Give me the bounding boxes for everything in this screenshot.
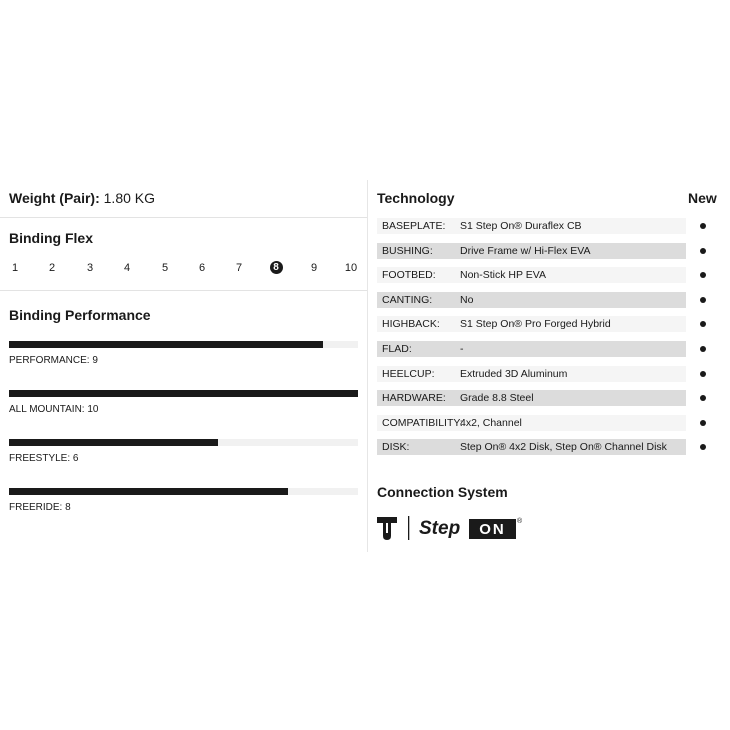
weight-value: 1.80 KG xyxy=(103,190,156,206)
logo-separator xyxy=(408,516,409,540)
new-indicator-dot xyxy=(700,248,706,254)
flex-scale-value: 3 xyxy=(86,262,94,274)
technology-value: No xyxy=(460,293,474,306)
new-indicator-dot xyxy=(700,223,706,229)
flex-scale-value: 6 xyxy=(198,262,206,274)
binding-flex-title: Binding Flex xyxy=(9,230,93,246)
technology-row xyxy=(377,316,686,332)
connection-system-title: Connection System xyxy=(377,484,508,500)
weight-label: Weight (Pair): xyxy=(9,190,100,206)
section-divider xyxy=(0,290,367,291)
technology-row xyxy=(377,218,686,234)
technology-key: FLAD: xyxy=(382,343,412,355)
technology-value: 4x2, Channel xyxy=(460,416,522,429)
technology-key: CANTING: xyxy=(382,293,433,306)
technology-key: HIGHBACK: xyxy=(382,318,440,331)
technology-value: Grade 8.8 Steel xyxy=(460,392,534,405)
performance-bar-label: PERFORMANCE: 9 xyxy=(9,355,98,366)
weight-info xyxy=(9,190,155,206)
technology-value: - xyxy=(460,343,464,355)
performance-bar-label: ALL MOUNTAIN: 10 xyxy=(9,404,99,415)
technology-title: Technology xyxy=(377,190,455,206)
new-indicator-dot xyxy=(700,321,706,327)
new-indicator-dot xyxy=(700,272,706,278)
new-indicator-dot xyxy=(700,371,706,377)
performance-bar-track xyxy=(9,488,358,495)
technology-key: HEELCUP: xyxy=(382,367,435,380)
logo-on-text: ON xyxy=(479,521,506,538)
technology-value: S1 Step On® Duraflex CB xyxy=(460,220,582,232)
technology-key: BASEPLATE: xyxy=(382,220,446,232)
technology-row xyxy=(377,267,686,283)
performance-bar-track xyxy=(9,341,358,348)
performance-bar-fill xyxy=(9,390,358,397)
technology-value: Step On® 4x2 Disk, Step On® Channel Disk xyxy=(460,441,667,454)
new-column-title: New xyxy=(688,190,717,206)
flex-scale-value: 4 xyxy=(123,262,131,274)
flex-scale-value: 9 xyxy=(310,262,318,274)
performance-bar-fill xyxy=(9,488,288,495)
technology-value: Drive Frame w/ Hi-Flex EVA xyxy=(460,244,591,257)
technology-key: COMPATIBILITY: xyxy=(382,416,463,429)
new-indicator-dot xyxy=(700,420,706,426)
technology-row xyxy=(377,243,686,259)
logo-registered-mark: ® xyxy=(517,518,523,525)
flex-scale-value: 8 xyxy=(270,261,283,274)
technology-key: DISK: xyxy=(382,441,410,454)
technology-row xyxy=(377,415,686,431)
flex-scale-value: 1 xyxy=(11,262,19,274)
new-indicator-dot xyxy=(700,444,706,450)
technology-row xyxy=(377,341,686,357)
flex-scale-value: 5 xyxy=(161,262,169,274)
performance-bar-fill xyxy=(9,439,218,446)
technology-value: Non-Stick HP EVA xyxy=(460,269,546,282)
vertical-divider xyxy=(367,180,368,552)
technology-row xyxy=(377,292,686,308)
technology-value: Extruded 3D Aluminum xyxy=(460,367,568,380)
section-divider xyxy=(0,217,367,218)
flex-scale-value: 2 xyxy=(48,262,56,274)
technology-row xyxy=(377,439,686,455)
new-indicator-dot xyxy=(700,297,706,303)
technology-key: FOOTBED: xyxy=(382,269,436,282)
performance-bar-track xyxy=(9,439,358,446)
technology-key: HARDWARE: xyxy=(382,392,446,405)
flex-scale-value: 7 xyxy=(235,262,243,274)
step-on-logo xyxy=(377,514,527,547)
performance-bar-label: FREESTYLE: 6 xyxy=(9,453,79,464)
binding-performance-title: Binding Performance xyxy=(9,307,151,323)
logo-step-text: Step xyxy=(419,518,461,539)
new-indicator-dot xyxy=(700,395,706,401)
technology-value: S1 Step On® Pro Forged Hybrid xyxy=(460,318,611,331)
new-indicator-dot xyxy=(700,346,706,352)
technology-row xyxy=(377,390,686,406)
performance-bar-track xyxy=(9,390,358,397)
flex-scale-value: 10 xyxy=(344,262,358,274)
technology-key: BUSHING: xyxy=(382,244,433,257)
performance-bar-label: FREERIDE: 8 xyxy=(9,502,71,513)
performance-bar-fill xyxy=(9,341,323,348)
step-on-logo-graphic xyxy=(377,514,527,542)
technology-row xyxy=(377,366,686,382)
